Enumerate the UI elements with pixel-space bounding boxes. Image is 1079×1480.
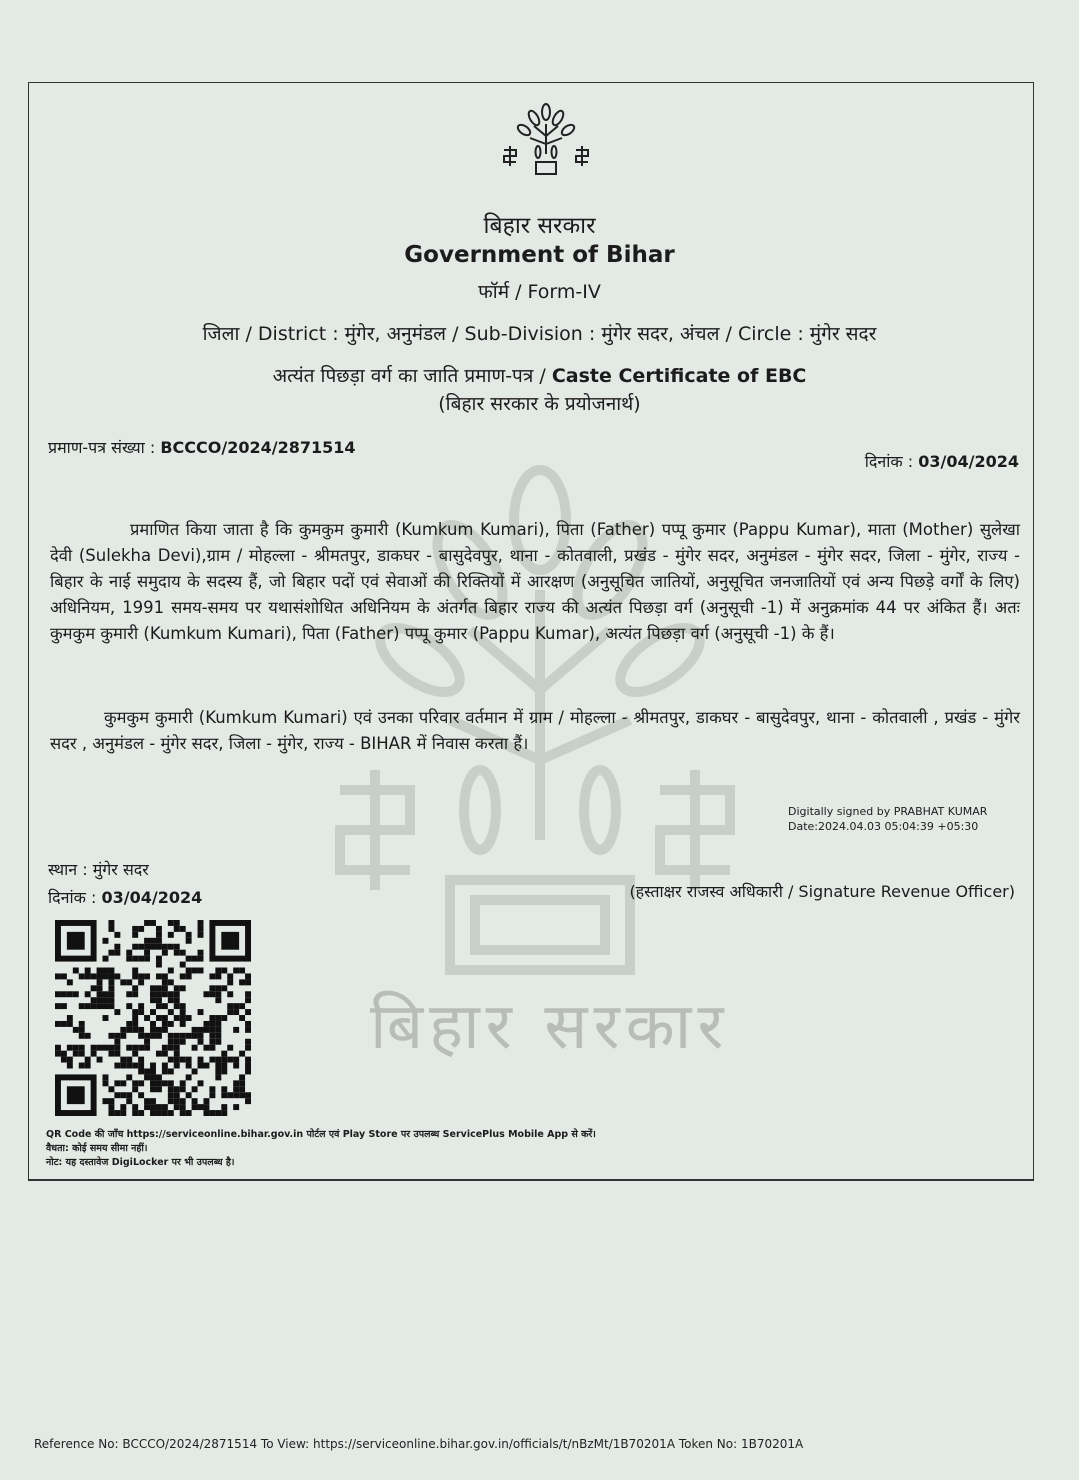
certificate-date [865, 450, 1019, 472]
issue-place [48, 858, 149, 880]
signature-officer: (हस्ताक्षर राजस्व अधिकारी / Signature Revenue Officer) [629, 882, 1015, 901]
circle-label: अंचल / Circle : [680, 323, 804, 345]
district-value: मुंगेर, [344, 323, 381, 345]
circle-value: मुंगेर सदर [809, 323, 877, 345]
title-english: Government of Bihar [404, 242, 675, 268]
certificate-title [0, 362, 1079, 388]
certificate-number-label: प्रमाण-पत्र संख्या : [48, 438, 156, 457]
issue-place-label: स्थान : [48, 860, 88, 879]
certificate-date-value: 03/04/2024 [918, 452, 1019, 471]
certificate-date-label: दिनांक : [864, 452, 914, 471]
digital-signature [788, 804, 987, 834]
certificate-title-hindi: अत्यंत पिछड़ा वर्ग का जाति प्रमाण-पत्र / [272, 365, 546, 387]
certificate-purpose: (बिहार सरकार के प्रयोजनार्थ) [438, 393, 641, 415]
footer-divider [28, 1180, 1034, 1181]
digital-signature-name: Digitally signed by PRABHAT KUMAR [788, 805, 988, 818]
certificate-title-english: Caste Certificate of EBC [551, 365, 807, 387]
note-digilocker: नोट: यह दस्तावेज DigiLocker पर भी उपलब्ध है। [46, 1157, 235, 1168]
digital-signature-date: Date:2024.04.03 05:04:39 +05:30 [788, 820, 979, 833]
district-label: जिला / District : [202, 323, 339, 345]
certificate-number [48, 436, 356, 458]
note-validity: वैधता: कोई समय सीमा नहीं। [46, 1143, 148, 1154]
subdivision-label: अनुमंडल / Sub-Division : [386, 323, 596, 345]
subdivision-value: मुंगेर सदर, [601, 323, 674, 345]
body-paragraph-2: कुमकुम कुमारी (Kumkum Kumari) एवं उनका परिवार वर्तमान में ग्राम / मोहल्ला - श्रीमतपुर, डाकघर - बासुदेवपुर, थाना - कोतवाली , प्रखंड - मुंगेर सदर , अनुमंडल - मुंगेर सदर, जिला - मुंगेर, राज्य - BIHAR में निवास करता हैं। [50, 708, 1020, 753]
issue-date-value: 03/04/2024 [101, 888, 203, 907]
note-qr-verify: QR Code की जाँच https://serviceonline.bihar.gov.in पोर्टल एवं Play Store पर उपलब्ध ServicePlus Mobile App से करें। [46, 1129, 596, 1140]
title-hindi: बिहार सरकार [483, 213, 596, 239]
bihar-emblem-icon [500, 96, 592, 188]
body-paragraph-1: प्रमाणित किया जाता है कि कुमकुम कुमारी (Kumkum Kumari), पिता (Father) पप्पू कुमार (Pappu Kumar), माता (Mother) सुलेखा देवी (Sulekha Devi),ग्राम / मोहल्ला - श्रीमतपुर, डाकघर - बासुदेवपुर, थाना - कोतवाली, प्रखंड - मुंगेर सदर, अनुमंडल - मुंगेर सदर, जिला - मुंगेर, राज्य - बिहार के नाई समुदाय के सदस्य हैं, जो बिहार पदों एवं सेवाओं की रिक्तियों में आरक्षण (अनुसूचित जातियों, अनुसूचित जनजातियों एवं अन्य पिछड़े वर्गों के लिए) अधिनियम, 1991 समय-समय पर यथासंशोधित अधिनियम के अंतर्गत बिहार राज्य की अत्यंत पिछड़ा वर्ग (अनुसूची -1) में अनुक्रमांक 44 पर अंकित हैं। अतः कुमकुम कुमारी (Kumkum Kumari), पिता (Father) पप्पू कुमार (Pappu Kumar), अत्यंत पिछड़ा वर्ग (अनुसूची -1) के हैं। [50, 520, 1020, 643]
form-label: फॉर्म / Form-IV [478, 281, 601, 303]
issue-place-value: मुंगेर सदर [92, 860, 149, 879]
issue-date-label: दिनांक : [48, 888, 97, 907]
verification-notes [46, 1128, 596, 1170]
qr-code-icon[interactable] [52, 920, 254, 1116]
reference-footer: Reference No: BCCCO/2024/2871514 To View: https://serviceonline.bihar.gov.in/officials/t/nBzMt/1B70201A Token No: 1B70201A [34, 1437, 804, 1451]
certificate-number-value: BCCCO/2024/2871514 [160, 438, 356, 457]
issue-date [48, 886, 202, 908]
district-line [0, 320, 1079, 346]
watermark-text: बिहार सरकार [370, 990, 730, 1064]
